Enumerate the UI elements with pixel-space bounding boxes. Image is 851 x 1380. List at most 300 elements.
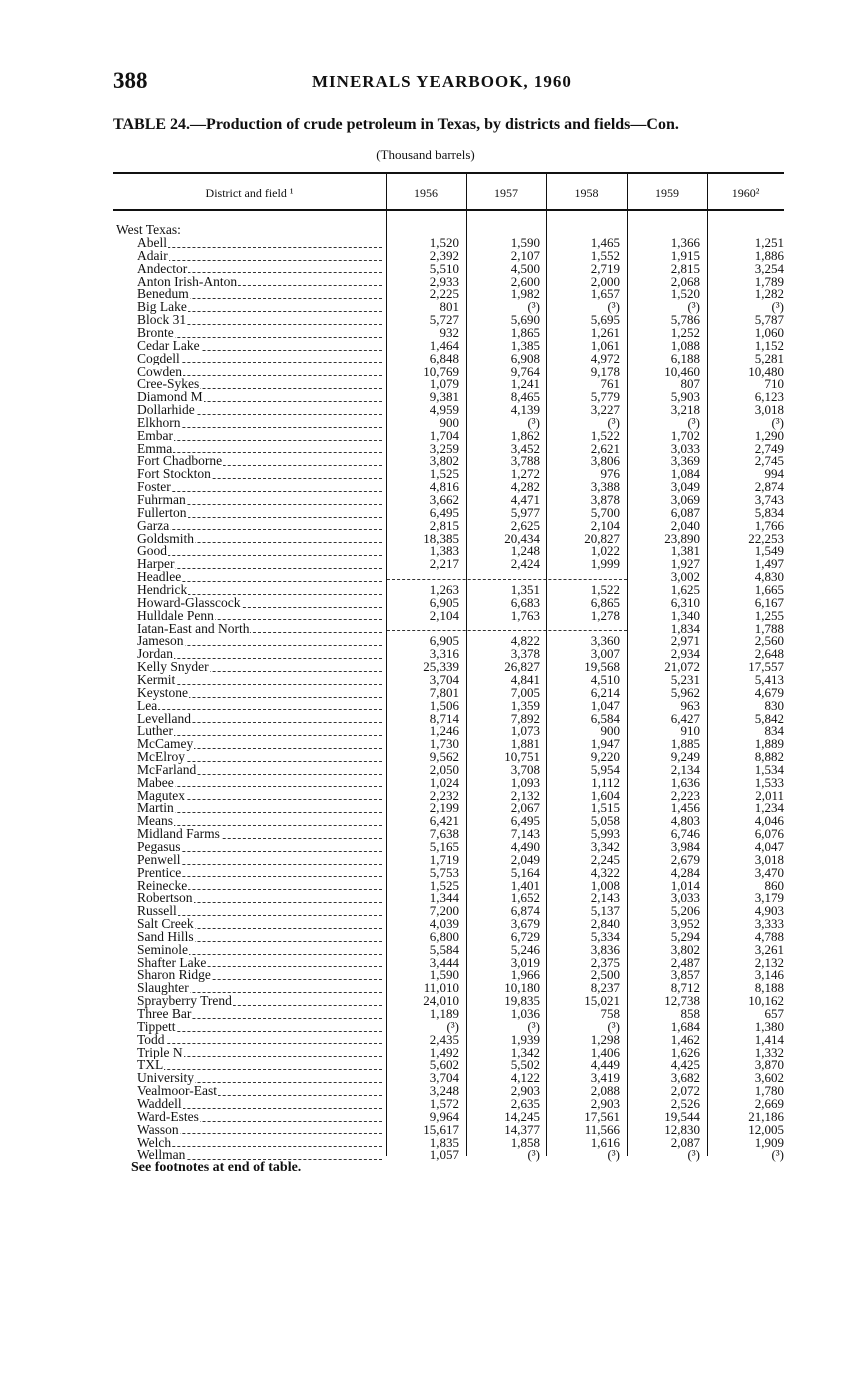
field-name-cell xyxy=(137,507,384,520)
value-cell: 5,137 xyxy=(590,903,620,919)
field-name-cell xyxy=(137,1034,384,1047)
value-cell: 3,259 xyxy=(429,440,459,456)
table-row xyxy=(0,288,851,301)
value-cell: 1,278 xyxy=(590,607,620,623)
value-cell: 1,401 xyxy=(510,877,540,893)
value-cell: 6,076 xyxy=(754,826,784,842)
value-cell: 5,753 xyxy=(429,864,459,880)
value-cell: 7,638 xyxy=(429,826,459,842)
value-cell: 4,830 xyxy=(754,569,784,585)
field-name-cell xyxy=(137,828,384,841)
value-cell: 2,225 xyxy=(429,286,459,302)
field-name: Slaughter xyxy=(137,982,189,996)
value-cell: 1,112 xyxy=(591,774,620,790)
field-name: Howard-Glasscock xyxy=(137,596,241,610)
field-name: Hendrick xyxy=(137,584,188,597)
value-cell: 19,568 xyxy=(584,659,620,674)
field-name-cell xyxy=(137,982,384,995)
value-cell: 1,456 xyxy=(670,800,700,816)
field-name-cell xyxy=(137,494,384,507)
value-cell: 3,179 xyxy=(754,890,784,906)
table-row xyxy=(0,1134,851,1150)
value-cell: 1,552 xyxy=(590,247,620,263)
value-cell: 3,033 xyxy=(670,890,700,906)
value-cell: 1,915 xyxy=(670,247,700,263)
field-name-cell xyxy=(137,867,384,880)
value-cell: 3,704 xyxy=(429,671,459,687)
value-cell: 1,927 xyxy=(670,556,700,572)
value-cell: 3,069 xyxy=(670,492,700,507)
value-cell: 8,714 xyxy=(429,710,459,726)
value-cell: 17,557 xyxy=(748,659,784,674)
value-cell: 2,840 xyxy=(590,916,620,931)
field-name: Sharon Ridge xyxy=(137,969,211,983)
value-cell: 5,602 xyxy=(429,1057,459,1073)
value-cell: 9,249 xyxy=(670,749,700,764)
value-cell: 4,803 xyxy=(670,813,700,829)
value-cell: 4,972 xyxy=(590,350,620,366)
value-cell: 5,510 xyxy=(429,260,459,276)
field-name-cell xyxy=(137,263,384,276)
value-cell: 25,339 xyxy=(423,659,459,674)
table-row xyxy=(0,905,851,918)
table-row xyxy=(0,530,851,546)
field-name-cell xyxy=(137,391,384,404)
value-cell: 2,903 xyxy=(510,1083,540,1099)
value-cell: 5,700 xyxy=(590,504,620,520)
value-cell: 834 xyxy=(764,723,784,739)
field-name: Iatan-East and North xyxy=(137,622,250,636)
value-cell: 2,669 xyxy=(754,1095,784,1111)
value-cell: 1,881 xyxy=(510,736,540,752)
value-cell: 2,719 xyxy=(590,260,620,276)
value-cell: 6,908 xyxy=(510,350,540,366)
field-name-cell xyxy=(137,713,384,726)
value-cell: 1,406 xyxy=(590,1044,620,1060)
value-cell: 1,684 xyxy=(670,1018,700,1034)
field-name: Magutex xyxy=(137,789,185,803)
value-cell: 1,014 xyxy=(670,877,700,893)
value-cell: 5,165 xyxy=(429,838,459,854)
value-cell: 1,263 xyxy=(429,582,459,597)
field-name: Lea xyxy=(137,699,158,713)
leader-dots xyxy=(137,247,382,248)
field-name-cell xyxy=(137,1085,384,1098)
value-cell: 5,690 xyxy=(510,312,540,328)
field-name-cell xyxy=(137,584,384,597)
value-cell: 3,602 xyxy=(754,1070,784,1086)
value-cell: 2,679 xyxy=(670,851,700,867)
value-cell: 4,959 xyxy=(429,402,459,417)
value-cell: 9,764 xyxy=(510,363,540,379)
value-cell: 3,254 xyxy=(754,260,784,276)
value-cell: 2,067 xyxy=(510,800,540,816)
table-row xyxy=(0,828,851,841)
value-cell: 1,858 xyxy=(510,1134,540,1150)
value-cell: 2,435 xyxy=(429,1031,459,1047)
field-name: Garza xyxy=(137,519,170,533)
value-cell: 14,377 xyxy=(504,1121,540,1137)
field-name: Emma xyxy=(137,442,173,456)
table-row xyxy=(0,504,851,520)
table-header-rule xyxy=(113,209,784,211)
value-cell: 2,745 xyxy=(754,453,784,469)
field-name-cell xyxy=(137,738,384,751)
field-name: Russell xyxy=(137,905,177,918)
value-cell: 5,787 xyxy=(754,312,784,328)
table-row xyxy=(0,941,851,957)
value-cell: 5,786 xyxy=(670,312,700,328)
value-cell: 1,282 xyxy=(754,286,784,302)
value-cell: 6,495 xyxy=(429,504,459,520)
subtotal-rule xyxy=(387,579,627,580)
value-cell: 3,333 xyxy=(754,916,784,931)
value-cell: 4,841 xyxy=(510,671,540,687)
field-name: Cogdell xyxy=(137,352,180,366)
value-cell: 1,515 xyxy=(590,800,620,816)
value-cell: (³) xyxy=(687,1147,700,1163)
table-row xyxy=(0,928,851,944)
value-cell: 3,836 xyxy=(590,941,620,957)
value-cell: 23,890 xyxy=(664,530,700,546)
value-cell: 1,763 xyxy=(510,607,540,623)
value-cell: 15,617 xyxy=(423,1121,459,1137)
field-name: Fuhrman xyxy=(137,494,186,507)
value-cell: (³) xyxy=(687,414,700,430)
header-1959: 1959 xyxy=(655,186,679,200)
table-row xyxy=(0,684,851,700)
value-cell: 10,769 xyxy=(423,363,459,379)
value-cell: 7,143 xyxy=(510,826,540,842)
value-cell: 1,047 xyxy=(590,697,620,713)
field-name-cell xyxy=(137,533,384,546)
value-cell: 2,104 xyxy=(429,607,459,623)
table-row xyxy=(0,995,851,1008)
table-row xyxy=(0,414,851,430)
table-row xyxy=(0,635,851,648)
value-cell: 3,679 xyxy=(510,916,540,931)
table-title: TABLE 24.—Production of crude petroleum in Texas, by districts and fields—Con. xyxy=(113,116,679,133)
field-name: Elkhorn xyxy=(137,416,181,430)
value-cell: 7,892 xyxy=(510,710,540,726)
table-row xyxy=(0,802,851,815)
field-name: Todd xyxy=(137,1033,165,1047)
table-row xyxy=(0,738,851,751)
value-cell: 26,827 xyxy=(504,659,540,674)
field-name: Bronte xyxy=(137,326,174,340)
value-cell: 9,964 xyxy=(429,1108,459,1124)
value-cell: 1,704 xyxy=(429,427,459,443)
value-cell: 18,385 xyxy=(423,530,459,546)
value-cell: 2,625 xyxy=(510,517,540,533)
leader-dots xyxy=(137,1146,382,1147)
table-row xyxy=(0,697,851,713)
value-cell: 1,024 xyxy=(429,774,459,790)
value-cell: 1,234 xyxy=(754,800,784,816)
field-name-cell xyxy=(137,571,384,584)
table-row xyxy=(0,571,851,584)
field-name-cell xyxy=(137,1098,384,1111)
value-cell: (³) xyxy=(607,299,620,315)
field-name-cell xyxy=(137,340,384,353)
table-row xyxy=(0,725,851,738)
field-name-cell xyxy=(137,674,384,687)
value-cell: 1,590 xyxy=(429,967,459,983)
value-cell: 6,188 xyxy=(670,350,700,366)
value-cell: 8,882 xyxy=(754,749,784,764)
value-cell: 1,344 xyxy=(429,890,459,906)
value-cell: 1,366 xyxy=(670,235,700,250)
field-name-cell xyxy=(137,353,384,366)
value-cell: 3,452 xyxy=(510,440,540,456)
value-cell: 3,369 xyxy=(670,453,700,469)
field-name: Midland Farms xyxy=(137,828,220,841)
value-cell: 761 xyxy=(600,376,620,392)
value-cell: 1,520 xyxy=(429,235,459,250)
field-name: McCamey xyxy=(137,738,194,751)
value-cell: 1,947 xyxy=(590,736,620,752)
value-cell: (³) xyxy=(527,299,540,315)
value-cell: 5,695 xyxy=(590,312,620,328)
value-cell: 7,200 xyxy=(429,903,459,919)
value-cell: 2,217 xyxy=(429,556,459,572)
field-name: Kermit xyxy=(137,673,176,687)
value-cell: 6,905 xyxy=(429,594,459,610)
value-cell: 2,000 xyxy=(590,273,620,289)
value-cell: 4,471 xyxy=(510,492,540,507)
value-cell: 3,033 xyxy=(670,440,700,456)
field-name: Block 31 xyxy=(137,314,187,327)
value-cell: 3,388 xyxy=(590,479,620,495)
field-name: Goldsmith xyxy=(137,532,195,546)
field-name-cell xyxy=(137,725,384,738)
value-cell: 1,522 xyxy=(590,582,620,597)
value-cell: 10,162 xyxy=(748,993,784,1009)
value-cell: 5,842 xyxy=(754,710,784,726)
value-cell: 6,729 xyxy=(510,928,540,944)
value-cell: 1,549 xyxy=(754,543,784,559)
value-cell: 3,870 xyxy=(754,1057,784,1073)
value-cell: 3,806 xyxy=(590,453,620,469)
table-top-rule xyxy=(113,172,784,174)
value-cell: 1,290 xyxy=(754,427,784,443)
field-name-cell xyxy=(137,610,384,623)
value-cell: 5,962 xyxy=(670,684,700,700)
value-cell: 3,419 xyxy=(590,1070,620,1086)
value-cell: 2,971 xyxy=(670,633,700,649)
table-row xyxy=(0,404,851,417)
value-cell: 5,058 xyxy=(590,813,620,829)
value-cell: 2,648 xyxy=(754,646,784,662)
value-cell: 1,061 xyxy=(590,337,620,353)
field-name-cell xyxy=(137,366,384,379)
value-cell: 1,616 xyxy=(590,1134,620,1150)
field-name-cell xyxy=(137,1047,384,1060)
field-name: Triple N xyxy=(137,1046,183,1060)
value-cell: 1,652 xyxy=(510,890,540,906)
value-cell: 3,018 xyxy=(754,402,784,417)
value-cell: 3,146 xyxy=(754,967,784,983)
value-cell: 807 xyxy=(680,376,700,392)
field-name-cell xyxy=(137,751,384,764)
value-cell: 5,977 xyxy=(510,504,540,520)
field-name: McFarland xyxy=(137,763,197,777)
value-cell: 1,534 xyxy=(754,761,784,777)
value-cell: 1,189 xyxy=(429,1006,459,1021)
leader-dots xyxy=(137,452,382,453)
value-cell: (³) xyxy=(446,1018,459,1034)
field-name-cell xyxy=(137,288,384,301)
value-cell: 860 xyxy=(764,877,784,893)
value-cell: 1,088 xyxy=(670,337,700,353)
value-cell: 3,470 xyxy=(754,864,784,880)
table-row xyxy=(0,391,851,404)
value-cell: 2,134 xyxy=(670,761,700,777)
field-name-cell xyxy=(137,802,384,815)
table-row xyxy=(0,494,851,507)
leader-dots xyxy=(137,555,382,556)
value-cell: 3,878 xyxy=(590,492,620,507)
value-cell: (³) xyxy=(607,1018,620,1034)
field-name: Cedar Lake xyxy=(137,339,200,353)
field-name-cell xyxy=(137,790,384,803)
value-cell: 1,834 xyxy=(670,620,700,636)
value-cell: (³) xyxy=(527,1147,540,1163)
value-cell: (³) xyxy=(527,1018,540,1034)
table-row xyxy=(0,558,851,571)
value-cell: 2,087 xyxy=(670,1134,700,1150)
table-row xyxy=(0,455,851,468)
value-cell: 6,087 xyxy=(670,504,700,520)
field-name-cell xyxy=(137,237,384,250)
value-cell: 2,815 xyxy=(670,260,700,276)
value-cell: 1,464 xyxy=(429,337,459,353)
value-cell: 2,223 xyxy=(670,787,700,803)
value-cell: 1,982 xyxy=(510,286,540,302)
value-cell: 1,073 xyxy=(510,723,540,739)
field-name: Waddell xyxy=(137,1097,182,1111)
table-row xyxy=(0,363,851,379)
field-name: Salt Creek xyxy=(137,918,194,931)
value-cell: 3,743 xyxy=(754,492,784,507)
field-name-cell xyxy=(137,1059,384,1072)
value-cell: 4,425 xyxy=(670,1057,700,1073)
table-row xyxy=(0,427,851,443)
field-name-cell xyxy=(137,455,384,468)
value-cell: 1,008 xyxy=(590,877,620,893)
table-row xyxy=(0,918,851,931)
value-cell: 1,465 xyxy=(590,235,620,250)
value-cell: 1,590 xyxy=(510,235,540,250)
field-name: Big Lake xyxy=(137,301,187,315)
value-cell: 4,679 xyxy=(754,684,784,700)
field-name-cell xyxy=(137,468,384,481)
value-cell: 1,248 xyxy=(510,543,540,559)
field-name: Cree-Sykes xyxy=(137,378,200,392)
table-row xyxy=(0,481,851,494)
value-cell: 2,040 xyxy=(670,517,700,533)
value-cell: 5,834 xyxy=(754,504,784,520)
value-cell: 1,966 xyxy=(510,967,540,983)
field-name: Levelland xyxy=(137,712,191,726)
value-cell: 2,375 xyxy=(590,954,620,970)
leader-dots xyxy=(137,1043,382,1044)
field-name-cell xyxy=(137,815,384,828)
value-cell: 2,143 xyxy=(590,890,620,906)
value-cell: 1,885 xyxy=(670,736,700,752)
value-cell: 2,132 xyxy=(510,787,540,803)
value-cell: 6,905 xyxy=(429,633,459,649)
value-cell: 858 xyxy=(680,1006,700,1021)
value-cell: 11,566 xyxy=(584,1121,620,1137)
value-cell: 976 xyxy=(600,466,620,482)
value-cell: 6,167 xyxy=(754,594,784,610)
field-name-cell xyxy=(137,623,384,636)
field-name: Keystone xyxy=(137,686,188,700)
value-cell: 9,381 xyxy=(429,389,459,405)
field-name: University xyxy=(137,1072,194,1086)
field-name: Embar xyxy=(137,429,173,443)
field-name-cell xyxy=(137,648,384,661)
value-cell: 1,665 xyxy=(754,582,784,597)
value-cell: 3,218 xyxy=(670,402,700,417)
value-cell: 9,562 xyxy=(429,749,459,764)
value-cell: 4,816 xyxy=(429,479,459,495)
subtotal-rule xyxy=(387,630,627,631)
value-cell: 3,360 xyxy=(590,633,620,649)
table-row xyxy=(0,301,851,314)
value-cell: 2,749 xyxy=(754,440,784,456)
value-cell: 1,657 xyxy=(590,286,620,302)
value-cell: 3,261 xyxy=(754,941,784,957)
field-name-cell xyxy=(137,931,384,944)
value-cell: 1,886 xyxy=(754,247,784,263)
value-cell: 1,079 xyxy=(429,376,459,392)
field-name: Adair xyxy=(137,249,168,263)
value-cell: 4,500 xyxy=(510,260,540,276)
field-name-cell xyxy=(137,404,384,417)
value-cell: 5,294 xyxy=(670,928,700,944)
value-cell: 1,340 xyxy=(670,607,700,623)
value-cell: 3,682 xyxy=(670,1070,700,1086)
value-cell: 10,480 xyxy=(748,363,784,379)
table-row xyxy=(0,1031,851,1047)
field-name-cell xyxy=(137,558,384,571)
value-cell: 8,188 xyxy=(754,980,784,996)
value-cell: 6,584 xyxy=(590,710,620,726)
value-cell: 1,414 xyxy=(754,1031,784,1047)
value-cell: 2,560 xyxy=(754,633,784,649)
value-cell: 3,248 xyxy=(429,1083,459,1099)
value-cell: 1,492 xyxy=(429,1044,459,1060)
value-cell: 1,380 xyxy=(754,1018,784,1034)
value-cell: 6,123 xyxy=(754,389,784,405)
value-cell: 5,727 xyxy=(429,312,459,328)
value-cell: 21,186 xyxy=(748,1108,784,1124)
value-cell: 1,766 xyxy=(754,517,784,533)
value-cell: 2,107 xyxy=(510,247,540,263)
field-name-cell xyxy=(137,378,384,391)
field-name: TXL xyxy=(137,1059,164,1073)
district-heading: West Texas: xyxy=(116,222,181,237)
value-cell: 3,018 xyxy=(754,851,784,867)
value-cell: 1,865 xyxy=(510,324,540,340)
value-cell: 3,704 xyxy=(429,1070,459,1086)
field-name-cell xyxy=(137,1021,384,1034)
value-cell: 1,036 xyxy=(510,1006,540,1021)
value-cell: 4,046 xyxy=(754,813,784,829)
value-cell: 1,506 xyxy=(429,697,459,713)
